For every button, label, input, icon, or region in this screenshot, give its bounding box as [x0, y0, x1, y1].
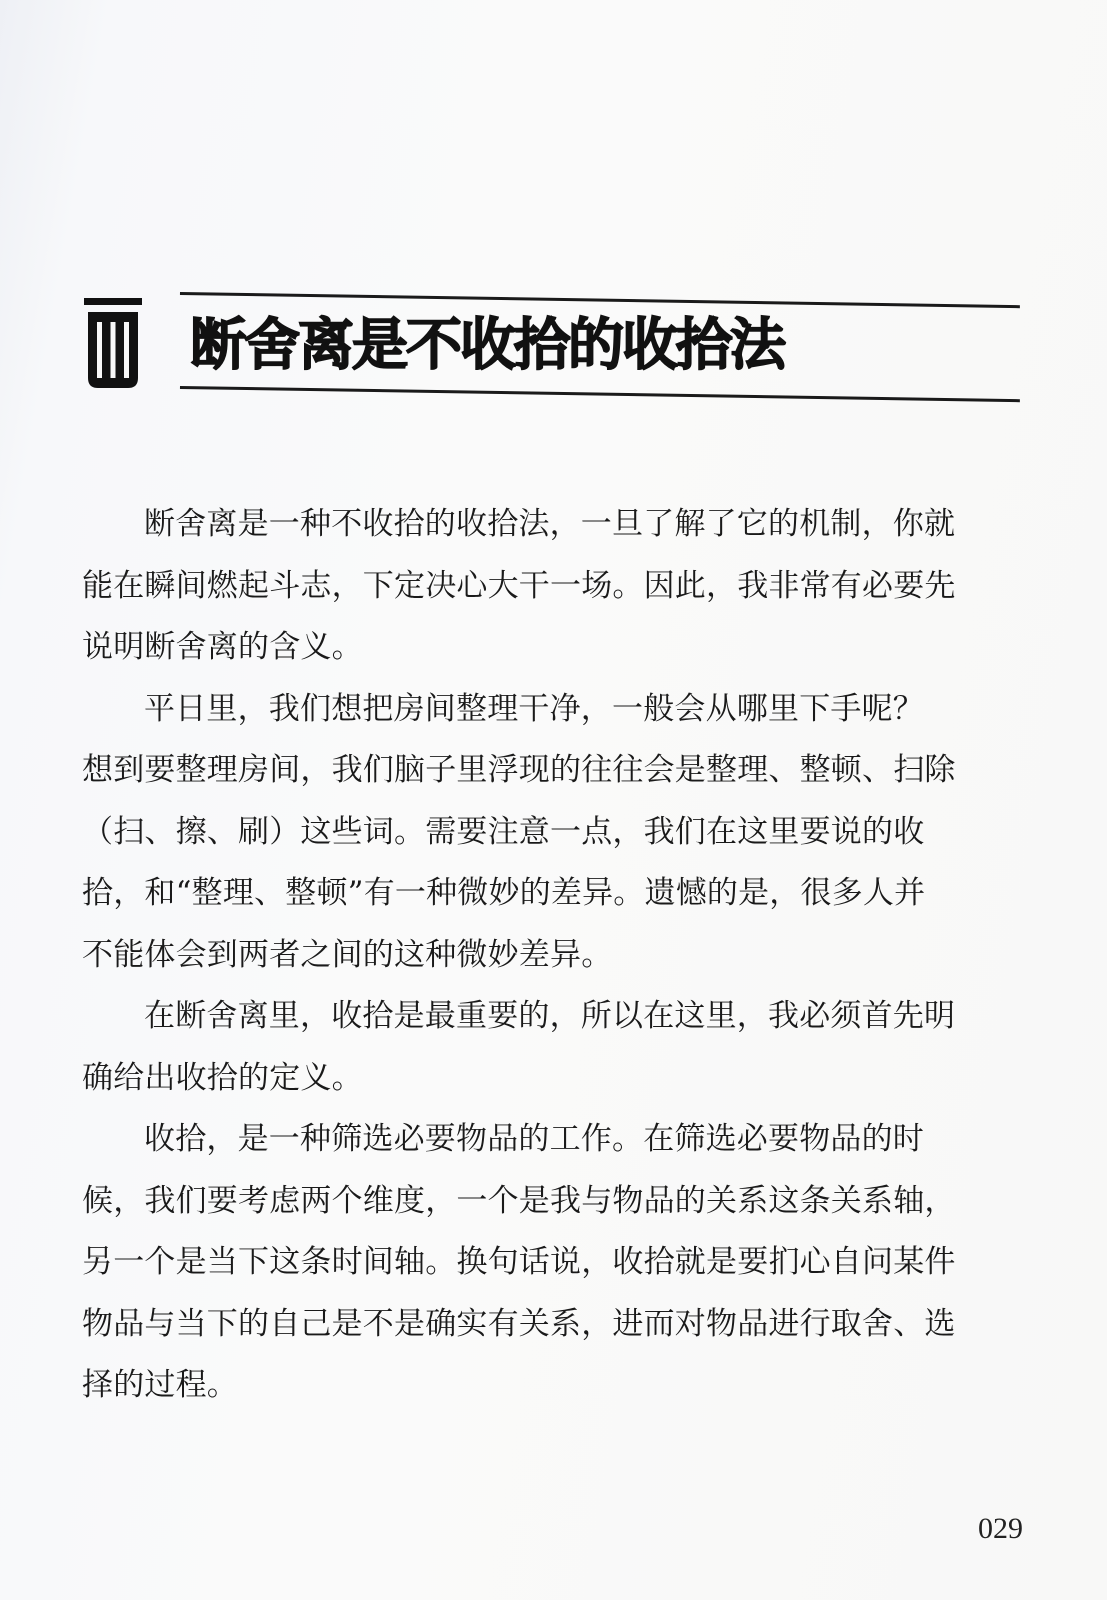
text-line: 不能体会到两者之间的这种微妙差异。 — [82, 936, 613, 973]
text-line: 说明断舍离的含义。 — [82, 629, 363, 665]
paragraph-2 — [82, 679, 956, 987]
text-line: 另一个是当下这条时间轴。换句话说，收拾就是要扪心自问某件 — [82, 1244, 956, 1280]
page-number: 029 — [978, 1512, 1023, 1545]
text-line: 择的过程。 — [82, 1367, 238, 1403]
heading-rule-bottom — [180, 386, 1020, 402]
paragraph-3 — [82, 986, 956, 1109]
text-line: 拾，和“整理、整顿”有一种微妙的差异。遗憾的是，很多人并 — [82, 875, 926, 911]
trash-can-icon — [84, 298, 142, 390]
heading-rule-top — [180, 292, 1020, 308]
paragraph-1 — [82, 494, 956, 679]
text-line: （扫、擦、刷）这些词。需要注意一点，我们在这里要说的收 — [82, 813, 925, 850]
text-line: 在断舍离里，收拾是最重要的，所以在这里，我必须首先明 — [144, 998, 956, 1034]
text-line: 平日里，我们想把房间整理干净，一般会从哪里下手呢？ — [144, 690, 924, 727]
text-line: 断舍离是一种不收拾的收拾法，一旦了解了它的机制，你就 — [144, 506, 956, 542]
body-text — [82, 494, 956, 1417]
paragraph-4 — [82, 1109, 956, 1417]
text-line: 物品与当下的自己是不是确实有关系，进而对物品进行取舍、选 — [82, 1305, 956, 1342]
text-line: 确给出收拾的定义。 — [82, 1059, 363, 1096]
text-line: 能在瞬间燃起斗志，下定决心大干一场。因此，我非常有必要先 — [82, 567, 956, 604]
text-line: 想到要整理房间，我们脑子里浮现的往往会是整理、整顿、扫除 — [82, 752, 956, 788]
text-line: 候，我们要考虑两个维度，一个是我与物品的关系这条关系轴， — [82, 1182, 956, 1219]
text-line: 收拾，是一种筛选必要物品的工作。在筛选必要物品的时 — [144, 1121, 924, 1157]
section-title: 断舍离是不收拾的收拾法 — [190, 313, 784, 378]
section-heading — [84, 292, 944, 412]
